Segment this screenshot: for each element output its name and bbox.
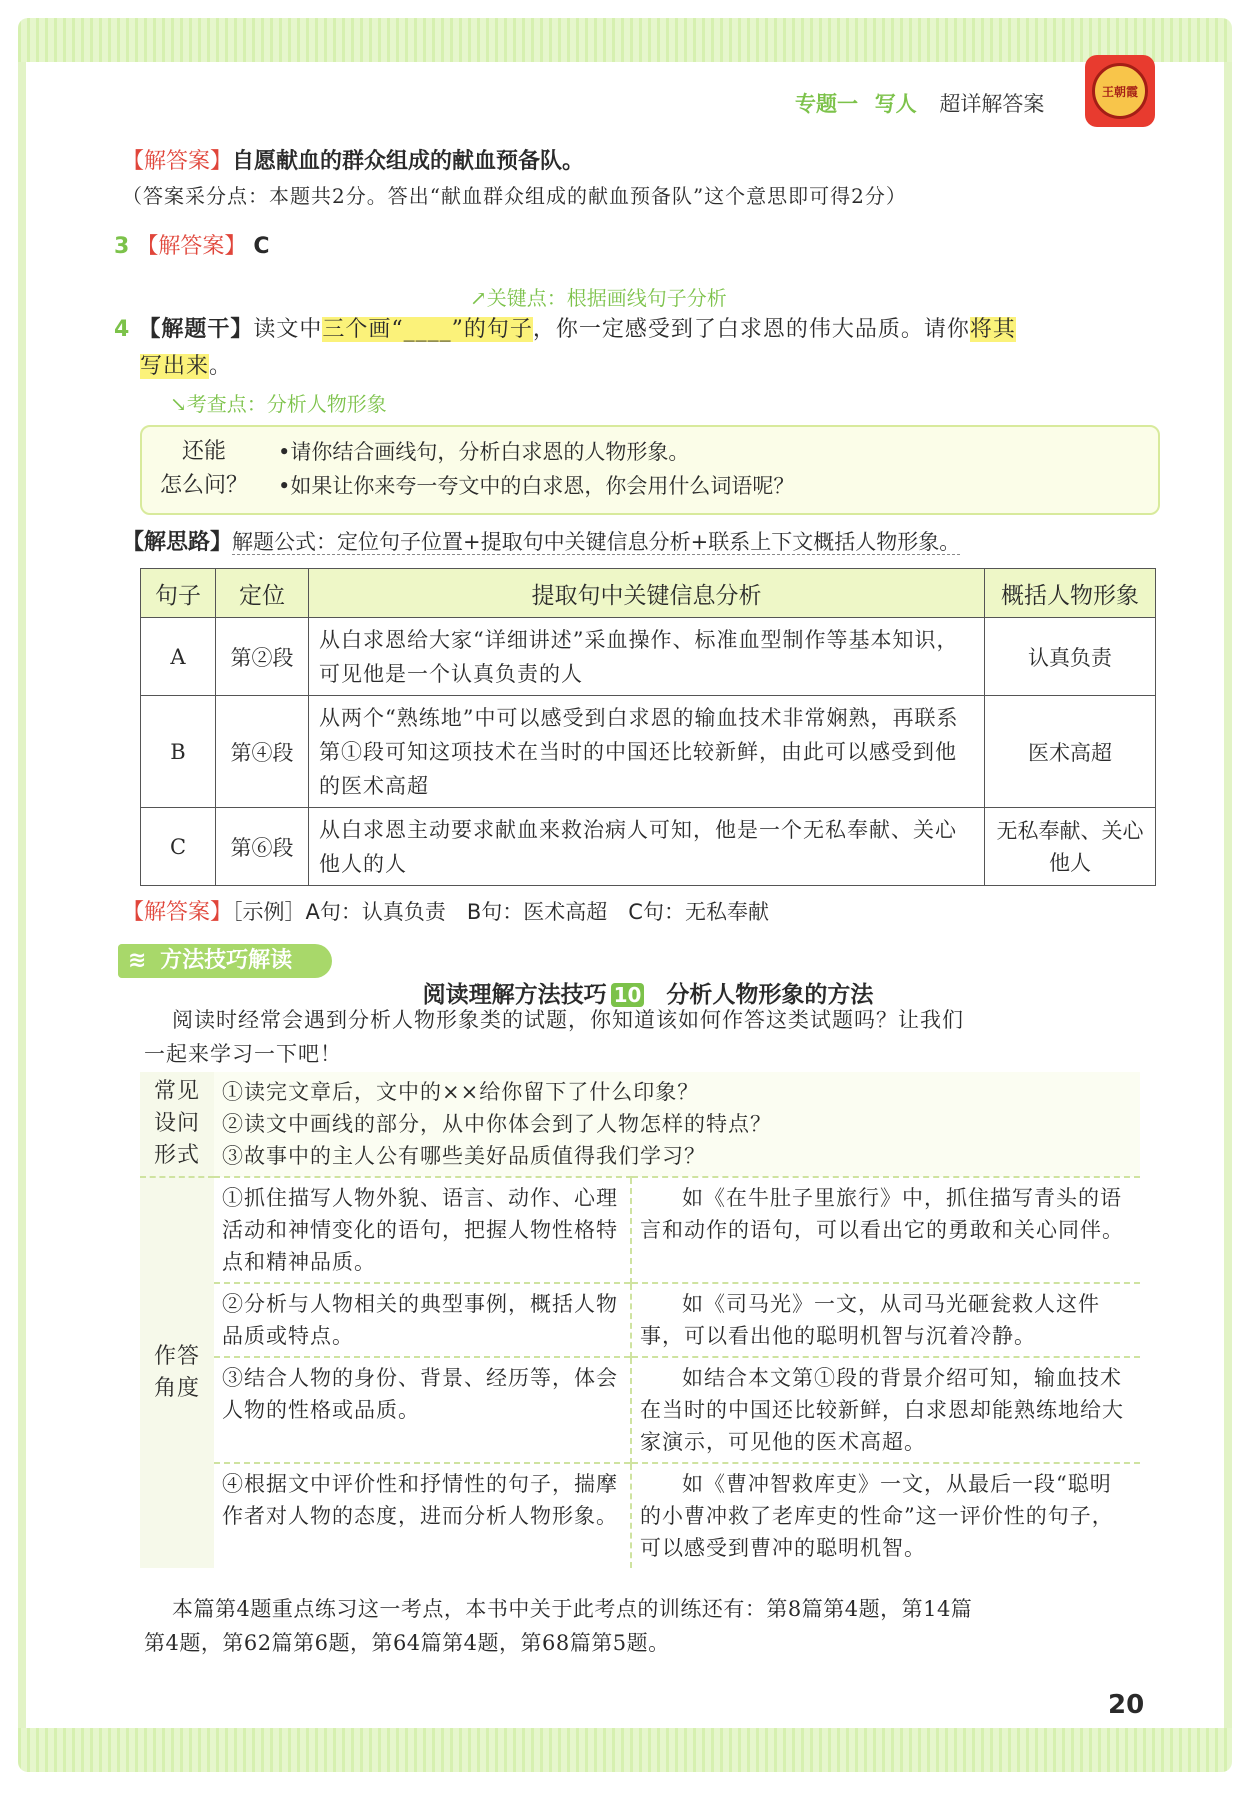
stem-highlight-1: 三个画“____”的句子	[322, 317, 533, 342]
header-topic: 专题一	[795, 92, 858, 116]
sentence-id: C	[141, 808, 216, 886]
character-trait: 无私奉献、关心他人	[985, 808, 1156, 886]
sentence-id: B	[141, 696, 216, 808]
answer-tag: 【解答案】	[122, 149, 233, 174]
table-header-row	[141, 569, 1156, 618]
q4-answer-text: ［示例］A句：认真负责 B句：医术高超 C句：无私奉献	[232, 900, 769, 924]
angle-row	[140, 1357, 1140, 1463]
sentence-position: 第②段	[216, 618, 309, 696]
idea-tag: 【解思路】	[122, 530, 233, 555]
method-banner	[118, 944, 332, 978]
q3-answer-text: C	[253, 234, 270, 259]
answer-tag: 【解答案】	[122, 900, 233, 925]
key-point-text: 关键点：根据画线句子分析	[486, 286, 727, 310]
method-footer-line2: 第4题，第62篇第6题，第64篇第4题，第68篇第5题。	[144, 1631, 670, 1655]
angle-label-line: 角度	[153, 1376, 200, 1401]
stem-part-a: 读文中	[253, 317, 323, 342]
table-header: 提取句中关键信息分析	[309, 569, 985, 618]
sentence-analysis: 从白求恩主动要求献血来救治病人可知，他是一个无私奉献、关心他人的人	[309, 808, 985, 886]
alt-question-list	[278, 435, 794, 503]
angle-row	[140, 1283, 1140, 1357]
character-trait: 医术高超	[985, 696, 1156, 808]
table-row	[141, 618, 1156, 696]
answer-tag: 【解答案】	[136, 234, 247, 259]
alt-label-line2: 怎么问？	[160, 473, 249, 498]
q2-answer	[122, 145, 584, 179]
method-intro-line1: 阅读时经常会遇到分析人物形象类的试题，你知道该如何作答这类试题吗？让我们	[172, 1008, 964, 1032]
stem-highlight-2a: 将其	[969, 317, 1016, 342]
running-header	[795, 88, 1044, 118]
q4-answer	[122, 895, 769, 930]
exam-point-note: ↘考查点：分析人物形象	[170, 392, 387, 416]
angle-example: 如《曹冲智救库吏》一文，从最后一段“聪明的小曹冲救了老库吏的性命”这一评价性的句子，可以感受到曹冲的聪明机智。	[631, 1463, 1140, 1568]
angle-method: ④根据文中评价性和抒情性的句子，揣摩作者对人物的态度，进而分析人物形象。	[214, 1463, 631, 1568]
angle-row	[140, 1463, 1140, 1568]
forms-label-line: 形式	[153, 1143, 200, 1168]
exam-point-text: 考查点：分析人物形象	[186, 392, 387, 416]
bottom-border	[18, 1728, 1232, 1772]
form-item: ②读文中画线的部分，从中你体会到了人物怎样的特点？	[222, 1112, 772, 1136]
header-book: 超详解答案	[939, 92, 1045, 116]
angle-example: 如《在牛肚子里旅行》中，抓住描写青头的语言和动作的语句，可以看出它的勇敢和关心同伴。	[631, 1177, 1140, 1283]
forms-label-line: 设问	[153, 1111, 200, 1136]
stem-highlight-2b: 写出来	[140, 354, 210, 379]
left-border	[18, 62, 26, 1728]
forms-list	[214, 1072, 1140, 1177]
alt-label-line1: 还能	[181, 439, 226, 464]
solution-idea	[122, 525, 960, 560]
logo-seal: 王朝霞	[1092, 63, 1148, 119]
page-number: 20	[1108, 1690, 1145, 1720]
form-item: ③故事中的主人公有哪些美好品质值得我们学习？	[222, 1144, 706, 1168]
table-row	[141, 696, 1156, 808]
angle-method: ①抓住描写人物外貌、语言、动作、心理活动和神情变化的语句，把握人物性格特点和精神品质。	[214, 1177, 631, 1283]
wave-icon: ≋	[128, 948, 147, 973]
angle-label	[140, 1177, 214, 1568]
table-row	[141, 808, 1156, 886]
q4-stem-line2	[140, 350, 232, 384]
idea-text: 解题公式：定位句子位置+提取句中关键信息分析+联系上下文概括人物形象。	[232, 530, 961, 554]
sentence-position: 第⑥段	[216, 808, 309, 886]
stem-part-c: 。	[209, 354, 233, 379]
stem-part-b: ，你一定感受到了白求恩的伟大品质。请你	[532, 317, 970, 342]
character-trait: 认真负责	[985, 618, 1156, 696]
alt-question: •请你结合画线句，分析白求恩的人物形象。	[278, 440, 690, 464]
table-header: 定位	[216, 569, 309, 618]
top-border	[18, 18, 1232, 62]
analysis-table	[140, 568, 1156, 886]
method-title-a: 阅读理解方法技巧	[422, 982, 607, 1008]
q2-scoring: （答案采分点：本题共2分。答出“献血群众组成的献血预备队”这个意思即可得2分）	[122, 184, 907, 208]
angle-label-line: 作答	[153, 1344, 200, 1369]
method-footer-line1: 本篇第4题重点练习这一考点，本书中关于此考点的训练还有：第8篇第4题，第14篇	[172, 1597, 973, 1621]
sentence-position: 第④段	[216, 696, 309, 808]
method-table	[140, 1072, 1140, 1568]
method-banner-text: 方法技巧解读	[160, 948, 293, 973]
alt-label	[160, 435, 248, 503]
sentence-analysis: 从两个“熟练地”中可以感受到白求恩的输血技术非常娴熟，再联系第①段可知这项技术在当时的中国还比较新鲜，由此可以感受到他的医术高超	[309, 696, 985, 808]
angle-method: ③结合人物的身份、背景、经历等，体会人物的性格或品质。	[214, 1357, 631, 1463]
method-intro-line2: 一起来学习一下吧！	[144, 1042, 342, 1066]
table-header: 句子	[141, 569, 216, 618]
angle-example: 如《司马光》一文，从司马光砸瓮救人这件事，可以看出他的聪明机智与沉着冷静。	[631, 1283, 1140, 1357]
q3-answer	[114, 230, 269, 264]
right-border	[1224, 62, 1232, 1728]
table-header: 概括人物形象	[985, 569, 1156, 618]
forms-row	[140, 1072, 1140, 1177]
method-title-number: 10	[611, 983, 645, 1007]
stem-tag: 【解题干】	[138, 317, 254, 342]
angle-example: 如结合本文第①段的背景介绍可知，输血技术在当时的中国还比较新鲜，白求恩却能熟练地给大家演示，可见他的医术高超。	[631, 1357, 1140, 1463]
forms-label-line: 常见	[153, 1079, 200, 1104]
q3-number: 3	[114, 234, 130, 259]
brand-logo	[1085, 55, 1155, 127]
sentence-analysis: 从白求恩给大家“详细讲述”采血操作、标准血型制作等基本知识，可见他是一个认真负责的人	[309, 618, 985, 696]
sentence-id: A	[141, 618, 216, 696]
form-item: ①读完文章后，文中的××给你留下了什么印象？	[222, 1080, 700, 1104]
header-section: 写人	[874, 92, 917, 116]
q4-number: 4	[114, 317, 131, 342]
q4-stem-line1	[114, 313, 1016, 347]
forms-label	[140, 1072, 214, 1177]
angle-row	[140, 1177, 1140, 1283]
method-title-b: 分析人物形象的方法	[666, 982, 874, 1008]
q2-answer-text: 自愿献血的群众组成的献血预备队。	[232, 149, 585, 174]
alt-question: •如果让你来夸一夸文中的白求恩，你会用什么词语呢？	[278, 474, 795, 498]
angle-method: ②分析与人物相关的典型事例，概括人物品质或特点。	[214, 1283, 631, 1357]
alternative-questions-box	[140, 425, 1160, 515]
key-point-note: ↗关键点：根据画线句子分析	[470, 286, 727, 310]
